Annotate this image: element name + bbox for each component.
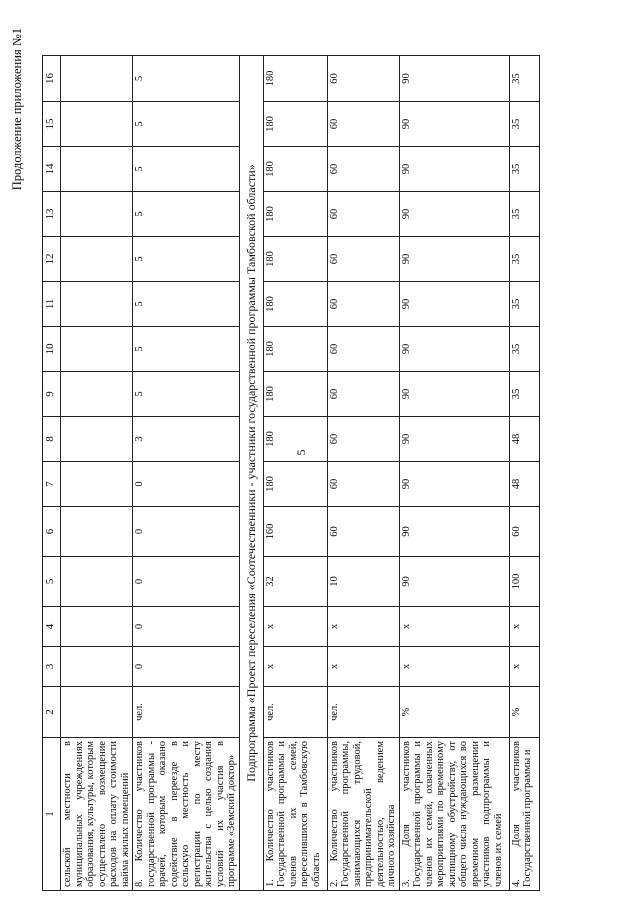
indicator-name: 8. Количество участников государственной программы - врачей, которым оказано содействие в переезде в сельскую местность и регистрации по месту жительства с целью создания условий их участия в программе «Земский доктор» bbox=[133, 738, 240, 891]
value-cell: 60 bbox=[327, 102, 399, 147]
col-head: 11 bbox=[43, 282, 61, 327]
col-head: 2 bbox=[43, 687, 61, 738]
value-cell: 60 bbox=[327, 327, 399, 372]
value-cell bbox=[61, 557, 133, 607]
value-cell: 60 bbox=[327, 372, 399, 417]
value-cell bbox=[61, 282, 133, 327]
value-cell: 180 bbox=[263, 462, 327, 507]
page-number: 5 bbox=[294, 449, 308, 456]
value-cell: 90 bbox=[399, 102, 509, 147]
value-cell: 60 bbox=[327, 147, 399, 192]
value-cell: 0 bbox=[133, 507, 240, 557]
value-cell: 5 bbox=[133, 147, 240, 192]
col-head: 15 bbox=[43, 102, 61, 147]
value-cell: 180 bbox=[263, 192, 327, 237]
indicators-table bbox=[42, 55, 540, 891]
col-head: 16 bbox=[43, 56, 61, 102]
table-row bbox=[327, 56, 399, 891]
indicator-name: сельской местности в муниципальных учреждениях образования, культуры, которым осуществлено возмещение расходов на оплату стоимости найма жилых помещений bbox=[61, 738, 133, 891]
col-head: 7 bbox=[43, 462, 61, 507]
continuation-header: Продолжение приложения №1 bbox=[10, 28, 24, 191]
value-cell: 35 bbox=[509, 372, 539, 417]
value-cell bbox=[61, 417, 133, 462]
col-head: 12 bbox=[43, 237, 61, 282]
value-cell: 90 bbox=[399, 557, 509, 607]
value-cell: x bbox=[399, 647, 509, 687]
table-row bbox=[399, 56, 509, 891]
value-cell: x bbox=[327, 607, 399, 647]
value-cell: 0 bbox=[133, 647, 240, 687]
value-cell: 90 bbox=[399, 192, 509, 237]
value-cell: 10 bbox=[327, 557, 399, 607]
value-cell: 35 bbox=[509, 192, 539, 237]
value-cell: 180 bbox=[263, 372, 327, 417]
unit-cell: чел. bbox=[133, 687, 240, 738]
unit-cell: чел. bbox=[327, 687, 399, 738]
value-cell: 90 bbox=[399, 417, 509, 462]
value-cell: 180 bbox=[263, 56, 327, 102]
subprogram-row bbox=[239, 56, 263, 891]
indicator-name: 1. Количество участников Государственной программы и членов их семей, переселившихся в Тамбовскую область bbox=[263, 738, 327, 891]
value-cell: 160 bbox=[263, 507, 327, 557]
value-cell bbox=[61, 507, 133, 557]
value-cell: 60 bbox=[327, 417, 399, 462]
unit-cell: % bbox=[399, 687, 509, 738]
value-cell: 180 bbox=[263, 417, 327, 462]
value-cell: 5 bbox=[133, 237, 240, 282]
value-cell: 32 bbox=[263, 557, 327, 607]
value-cell: 0 bbox=[133, 557, 240, 607]
value-cell bbox=[61, 56, 133, 102]
col-head: 10 bbox=[43, 327, 61, 372]
value-cell: x bbox=[327, 647, 399, 687]
value-cell: x bbox=[399, 607, 509, 647]
value-cell: 60 bbox=[509, 507, 539, 557]
value-cell: 180 bbox=[263, 102, 327, 147]
indicator-name: 3. Доля участников Государственной программы и членов их семей, охваченных мероприятиями по временному жилищному обустройству, от общего числа нуждающихся во временном размещении участников подпрограммы и членов их семей bbox=[399, 738, 509, 891]
value-cell: x bbox=[263, 647, 327, 687]
value-cell: x bbox=[263, 607, 327, 647]
value-cell: 90 bbox=[399, 327, 509, 372]
table-row bbox=[133, 56, 240, 891]
value-cell: 90 bbox=[399, 56, 509, 102]
col-head: 13 bbox=[43, 192, 61, 237]
value-cell: 180 bbox=[263, 327, 327, 372]
unit-cell bbox=[61, 687, 133, 738]
value-cell: 3 bbox=[133, 417, 240, 462]
value-cell bbox=[61, 372, 133, 417]
value-cell: 60 bbox=[327, 462, 399, 507]
value-cell: 35 bbox=[509, 56, 539, 102]
value-cell: x bbox=[509, 607, 539, 647]
value-cell: 180 bbox=[263, 237, 327, 282]
value-cell: 90 bbox=[399, 282, 509, 327]
value-cell: 90 bbox=[399, 507, 509, 557]
col-head: 8 bbox=[43, 417, 61, 462]
value-cell: 60 bbox=[327, 56, 399, 102]
value-cell bbox=[61, 462, 133, 507]
value-cell: 5 bbox=[133, 327, 240, 372]
value-cell: 35 bbox=[509, 147, 539, 192]
col-head: 1 bbox=[43, 738, 61, 891]
value-cell bbox=[61, 147, 133, 192]
value-cell bbox=[61, 102, 133, 147]
value-cell bbox=[61, 647, 133, 687]
value-cell: 0 bbox=[133, 607, 240, 647]
value-cell: 35 bbox=[509, 327, 539, 372]
value-cell: 5 bbox=[133, 56, 240, 102]
table-row bbox=[61, 56, 133, 891]
subprogram-title: Подпрограмма «Проект переселения «Соотечественники - участники государственной программы Тамбовской области» bbox=[239, 56, 263, 891]
column-numbers-row bbox=[43, 56, 61, 891]
col-head: 6 bbox=[43, 507, 61, 557]
value-cell bbox=[61, 327, 133, 372]
value-cell: 90 bbox=[399, 147, 509, 192]
value-cell: 180 bbox=[263, 147, 327, 192]
value-cell: 5 bbox=[133, 282, 240, 327]
value-cell: 35 bbox=[509, 102, 539, 147]
value-cell bbox=[61, 237, 133, 282]
value-cell: 48 bbox=[509, 462, 539, 507]
value-cell: 35 bbox=[509, 237, 539, 282]
value-cell: 60 bbox=[327, 192, 399, 237]
table-row bbox=[263, 56, 327, 891]
value-cell: 100 bbox=[509, 557, 539, 607]
value-cell: 5 bbox=[133, 192, 240, 237]
col-head: 4 bbox=[43, 607, 61, 647]
value-cell: 60 bbox=[327, 282, 399, 327]
col-head: 14 bbox=[43, 147, 61, 192]
col-head: 3 bbox=[43, 647, 61, 687]
value-cell: 5 bbox=[133, 372, 240, 417]
col-head: 9 bbox=[43, 372, 61, 417]
value-cell: 60 bbox=[327, 237, 399, 282]
value-cell bbox=[61, 192, 133, 237]
value-cell: 48 bbox=[509, 417, 539, 462]
value-cell: 180 bbox=[263, 282, 327, 327]
value-cell: 90 bbox=[399, 462, 509, 507]
value-cell: 5 bbox=[133, 102, 240, 147]
value-cell: 90 bbox=[399, 237, 509, 282]
value-cell bbox=[61, 607, 133, 647]
value-cell: 60 bbox=[327, 507, 399, 557]
unit-cell: чел. bbox=[263, 687, 327, 738]
unit-cell: % bbox=[509, 687, 539, 738]
indicator-name: 4. Доля участников Государственной программы и bbox=[509, 738, 539, 891]
value-cell: 0 bbox=[133, 462, 240, 507]
indicator-name: 2. Количество участников Государственной программы, занимающихся трудовой, предпринимательской деятельностью, ведением личного хозяйства bbox=[327, 738, 399, 891]
value-cell: 35 bbox=[509, 282, 539, 327]
value-cell: 90 bbox=[399, 372, 509, 417]
value-cell: x bbox=[509, 647, 539, 687]
table-row bbox=[509, 56, 539, 891]
col-head: 5 bbox=[43, 557, 61, 607]
